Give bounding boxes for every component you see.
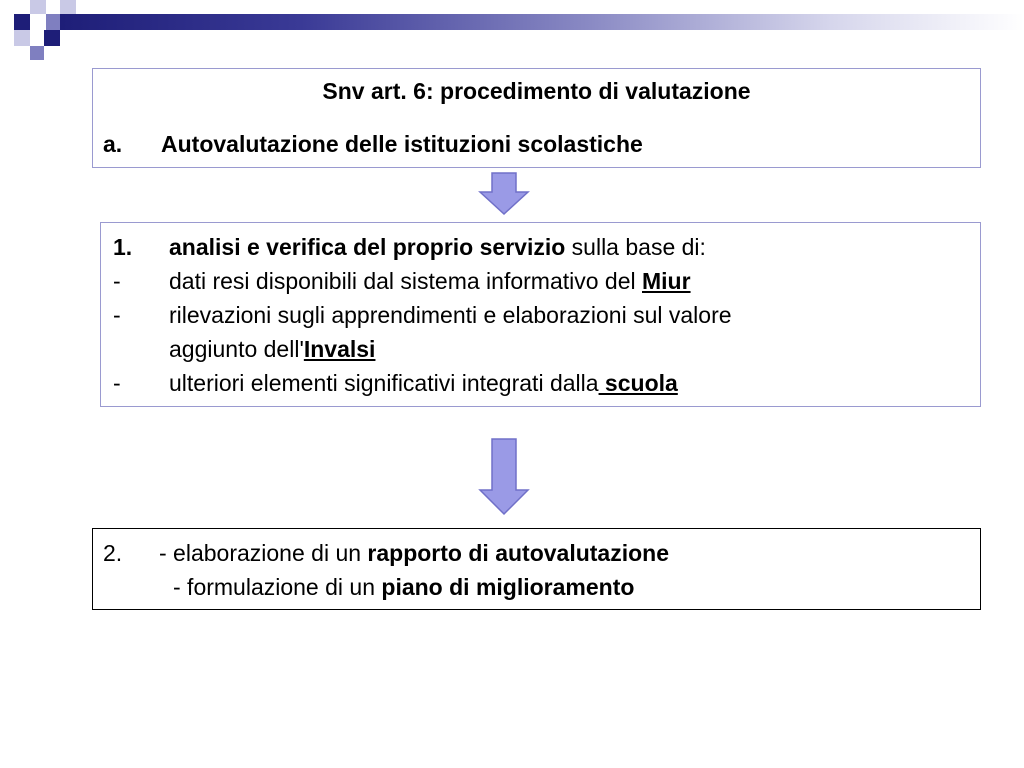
outcome-box xyxy=(92,528,981,610)
item-number: 1. xyxy=(113,234,133,260)
bullet-marker: - xyxy=(113,268,121,294)
decor-square xyxy=(14,30,30,46)
arrow-down-icon xyxy=(478,438,530,516)
title-box xyxy=(92,68,981,168)
bullet-marker: - xyxy=(113,370,121,396)
outcome-plain-text: - formulazione di un xyxy=(173,574,382,600)
decor-square xyxy=(30,46,44,60)
slide-title: Snv art. 6: procedimento di valutazione xyxy=(322,78,751,104)
subtitle-text: Autovalutazione delle istituzioni scolastiche xyxy=(161,131,643,157)
analysis-box xyxy=(100,222,981,407)
outcome-plain-text: - elaborazione di un xyxy=(159,540,368,566)
invalsi-link: Invalsi xyxy=(303,336,376,362)
item-text xyxy=(169,233,706,261)
arrow-down-icon xyxy=(478,172,530,216)
item-rest-text: sulla base di: xyxy=(565,234,706,260)
outcome-line xyxy=(173,573,634,601)
item-bold-text: analisi e verifica del proprio servizio xyxy=(169,234,566,260)
bullet-text: rilevazioni sugli apprendimenti e elaborazioni sul valore xyxy=(169,302,732,328)
scuola-link: scuola xyxy=(598,370,678,396)
bullet-plain-text: aggiunto dell' xyxy=(169,336,304,362)
outcome-bold-text: rapporto di autovalutazione xyxy=(367,540,669,566)
bullet-plain-text: dati resi disponibili dal sistema informativo del xyxy=(169,268,642,294)
miur-link: Miur xyxy=(642,268,691,294)
decor-square xyxy=(46,14,60,30)
bullet-plain-text: ulteriori elementi significativi integrati dalla xyxy=(169,370,599,396)
subtitle-marker: a. xyxy=(103,131,123,157)
item-number: 2. xyxy=(103,540,123,566)
outcome-line xyxy=(159,539,669,567)
decor-square xyxy=(44,30,60,46)
header-gradient-bar xyxy=(60,14,1024,30)
bullet-text xyxy=(169,267,691,295)
bullet-text-continued xyxy=(169,335,375,363)
decor-square xyxy=(14,14,30,30)
bullet-marker: - xyxy=(113,302,121,328)
decor-square xyxy=(60,0,76,14)
decor-square xyxy=(30,0,46,14)
bullet-text xyxy=(169,369,678,397)
outcome-bold-text: piano di miglioramento xyxy=(381,574,635,600)
